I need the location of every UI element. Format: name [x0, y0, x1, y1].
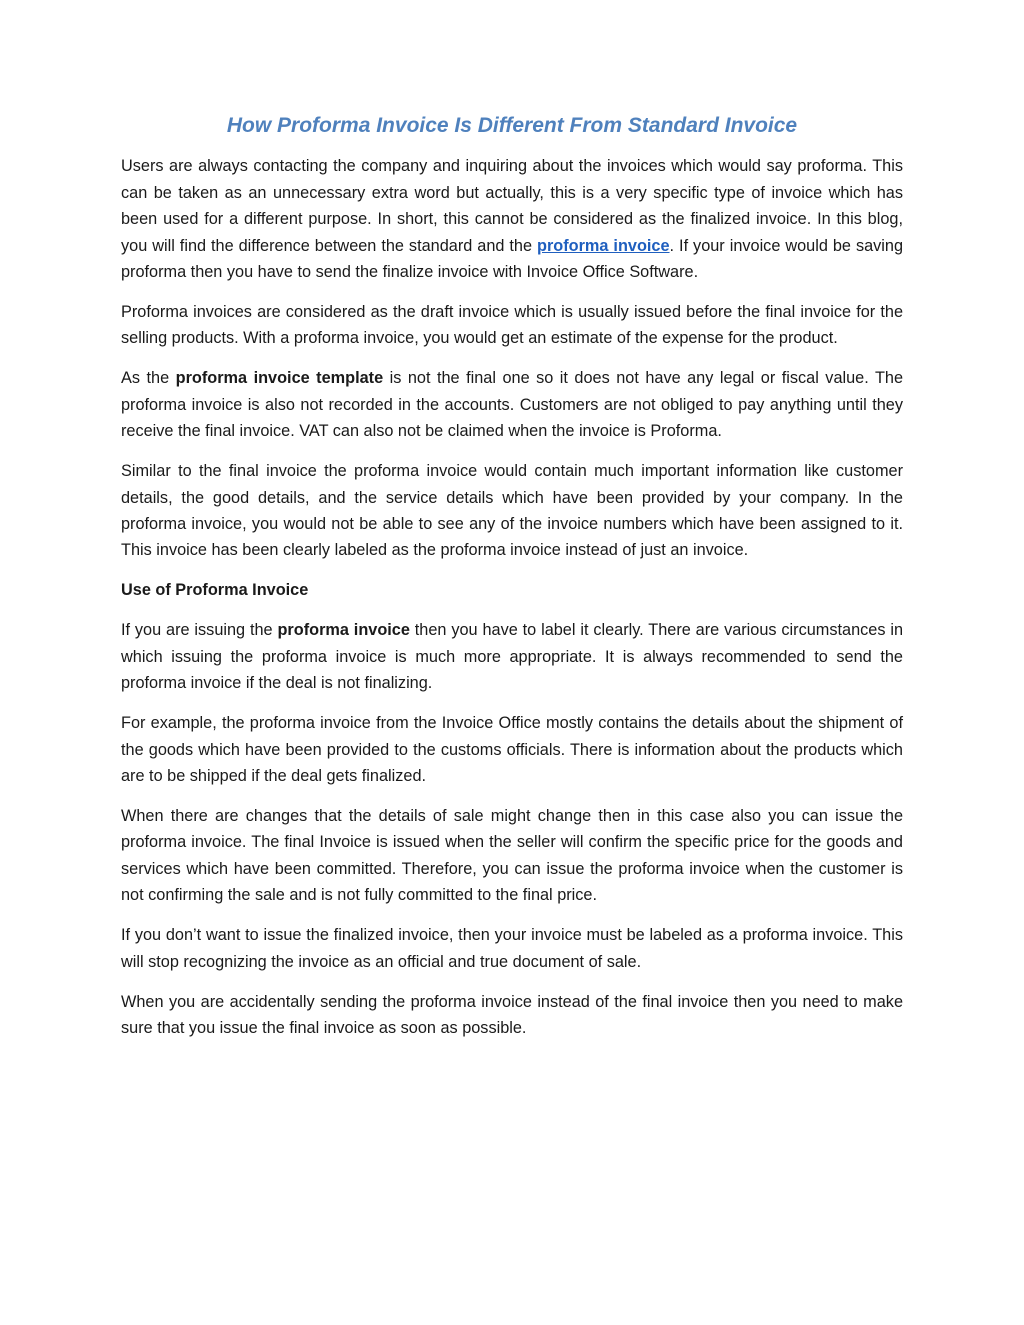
bold-term: proforma invoice template — [175, 369, 384, 388]
paragraph-template — [121, 365, 903, 444]
paragraph-changes: When there are changes that the details of sale might change then in this case also you can issue the proforma invoice. The final Invoice is issued when the seller will confirm the specific price for the goods and services which have been committed. Therefore, you can issue the proforma invoice when the customer is not confirming the sale and is not fully committed to the final price. — [121, 806, 903, 905]
paragraph-text: . If your invoice would be saving proforma then you have to send the finalize invoice with Invoice Office Software. — [121, 236, 904, 281]
paragraph-text: Users are always contacting the company and inquiring about the invoices which would say proforma. This can be taken as an unnecessary extra word but actually, this is a very specific type of invoice which has been used for a different purpose. In short, this cannot be considered as the finalized invoice. In this blog, you will find the difference between the standard and the — [121, 157, 903, 255]
paragraph-issuing — [121, 617, 903, 696]
proforma-invoice-link[interactable]: proforma invoice — [537, 236, 670, 255]
document-page — [121, 112, 903, 1041]
paragraph-example: For example, the proforma invoice from the Invoice Office mostly contains the details about the shipment of the goods which have been provided to the customs officials. There is information about the products which are to be shipped if the deal gets finalized. — [121, 714, 903, 785]
paragraph-text: is not the final one so it does not have any legal or fiscal value. The proforma invoice is also not recorded in the accounts. Customers are not obliged to pay anything until they receive the final invoice. VAT can also not be claimed when the invoice is Proforma. — [121, 369, 903, 441]
bold-term: proforma invoice — [277, 621, 410, 640]
section-heading: Use of Proforma Invoice — [121, 581, 309, 600]
paragraph-similar: Similar to the final invoice the proforma invoice would contain much important information like customer details, the good details, and the service details which have been provided by your company. In the proforma invoice, you would not be able to see any of the invoice numbers which have been assigned to it. This invoice has been clearly labeled as the proforma invoice instead of just an invoice. — [121, 462, 903, 560]
paragraph-text: then you have to label it clearly. There are various circumstances in which issuing the proforma invoice is much more appropriate. It is always recommended to send the proforma invoice if the deal is not finalizing. — [121, 621, 904, 693]
paragraph-text: As the — [121, 369, 176, 388]
page-title: How Proforma Invoice Is Different From Standard Invoice — [226, 114, 798, 137]
paragraph-finalized: If you don’t want to issue the finalized invoice, then your invoice must be labeled as a proforma invoice. This will stop recognizing the invoice as an official and true document of sale. — [121, 926, 903, 971]
paragraph-draft-invoice: Proforma invoices are considered as the draft invoice which is usually issued before the final invoice for the selling products. With a proforma invoice, you would get an estimate of the expense for the product. — [121, 302, 903, 348]
paragraph-accidental: When you are accidentally sending the proforma invoice instead of the final invoice then you need to make sure that you issue the final invoice as soon as possible. — [121, 992, 903, 1038]
paragraph-text: If you are issuing the — [121, 621, 278, 640]
paragraph-intro — [121, 153, 903, 285]
